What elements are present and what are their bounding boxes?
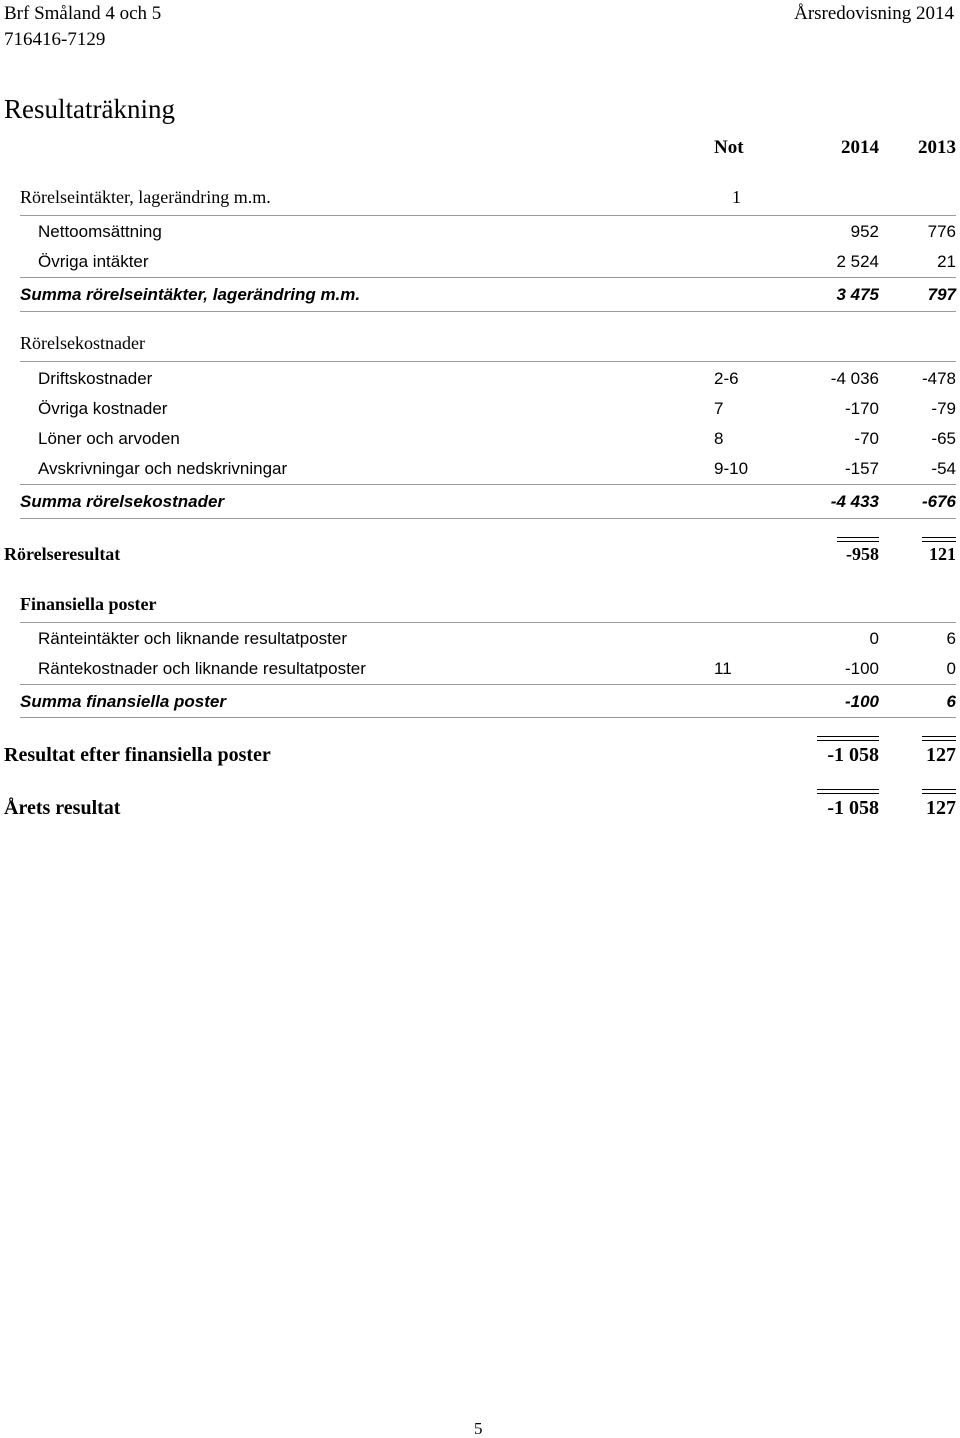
year-result-2013: 127 (926, 797, 956, 819)
operating-result-label: Rörelseresultat (4, 544, 121, 564)
sum-value-2014: 3 475 (836, 285, 879, 304)
row-note: 7 (714, 399, 724, 418)
row-label: Ränteintäkter och liknande resultatposter (38, 629, 348, 648)
page-title: Resultaträkning (4, 94, 175, 124)
double-underline (837, 537, 879, 542)
divider (20, 311, 956, 312)
divider (20, 215, 956, 216)
divider (20, 484, 956, 485)
operating-result-2014: -958 (846, 544, 879, 564)
operating-result-2013: 121 (929, 544, 956, 564)
section-heading-income: Rörelseintäkter, lagerändring m.m. (20, 187, 271, 207)
row-label: Räntekostnader och liknande resultatposter (38, 659, 366, 678)
value-2014: 952 (850, 222, 879, 241)
value-2013: -478 (921, 369, 956, 388)
row-label: Driftskostnader (38, 369, 153, 388)
organization-number: 716416-7129 (4, 29, 106, 50)
divider (20, 717, 956, 718)
divider (20, 684, 956, 685)
double-underline (922, 537, 956, 542)
report-title: Årsredovisning 2014 (794, 3, 954, 24)
sum-label: Summa rörelsekostnader (20, 492, 225, 511)
section-heading-income-note: 1 (732, 187, 741, 207)
double-underline (922, 789, 956, 794)
sum-value-2014: -100 (844, 692, 879, 711)
year-result-2014: -1 058 (827, 797, 879, 819)
sum-value-2013: 6 (946, 692, 956, 711)
divider (20, 622, 956, 623)
page-number: 5 (474, 1419, 483, 1438)
value-2013: -79 (931, 399, 956, 418)
divider (20, 361, 956, 362)
row-label: Nettoomsättning (38, 222, 162, 241)
result-after-financial-label: Resultat efter finansiella poster (4, 744, 271, 766)
value-2014: -70 (854, 429, 879, 448)
value-2014: 2 524 (836, 252, 879, 271)
divider (20, 277, 956, 278)
value-2014: -170 (844, 399, 879, 418)
row-label: Övriga intäkter (38, 252, 149, 271)
value-2014: -157 (844, 459, 879, 478)
value-2013: 21 (937, 252, 956, 271)
divider (20, 518, 956, 519)
column-header-2014: 2014 (841, 137, 879, 158)
sum-value-2014: -4 433 (830, 492, 879, 511)
sum-label: Summa rörelseintäkter, lagerändring m.m. (20, 285, 361, 304)
column-header-2013: 2013 (918, 137, 956, 158)
value-2014: -100 (844, 659, 879, 678)
year-result-label: Årets resultat (4, 797, 121, 819)
double-underline (922, 736, 956, 741)
value-2013: 6 (946, 629, 956, 648)
result-after-financial-2014: -1 058 (827, 744, 879, 766)
column-header-note: Not (714, 137, 744, 158)
row-note: 8 (714, 429, 724, 448)
sum-value-2013: -676 (921, 492, 956, 511)
section-heading-costs: Rörelsekostnader (20, 333, 145, 353)
value-2013: -65 (931, 429, 956, 448)
organization-name: Brf Småland 4 och 5 (4, 3, 162, 24)
row-label: Avskrivningar och nedskrivningar (38, 459, 288, 478)
value-2013: -54 (931, 459, 956, 478)
value-2014: -4 036 (830, 369, 879, 388)
value-2014: 0 (869, 629, 879, 648)
value-2013: 0 (946, 659, 956, 678)
result-after-financial-2013: 127 (926, 744, 956, 766)
double-underline (817, 736, 879, 741)
row-label: Övriga kostnader (38, 399, 168, 418)
double-underline (817, 789, 879, 794)
section-heading-financial: Finansiella poster (20, 594, 157, 614)
row-label: Löner och arvoden (38, 429, 180, 448)
sum-value-2013: 797 (927, 285, 956, 304)
sum-label: Summa finansiella poster (20, 692, 226, 711)
row-note: 2-6 (714, 369, 739, 388)
row-note: 9-10 (714, 459, 749, 478)
row-note: 11 (714, 659, 732, 678)
value-2013: 776 (927, 222, 956, 241)
